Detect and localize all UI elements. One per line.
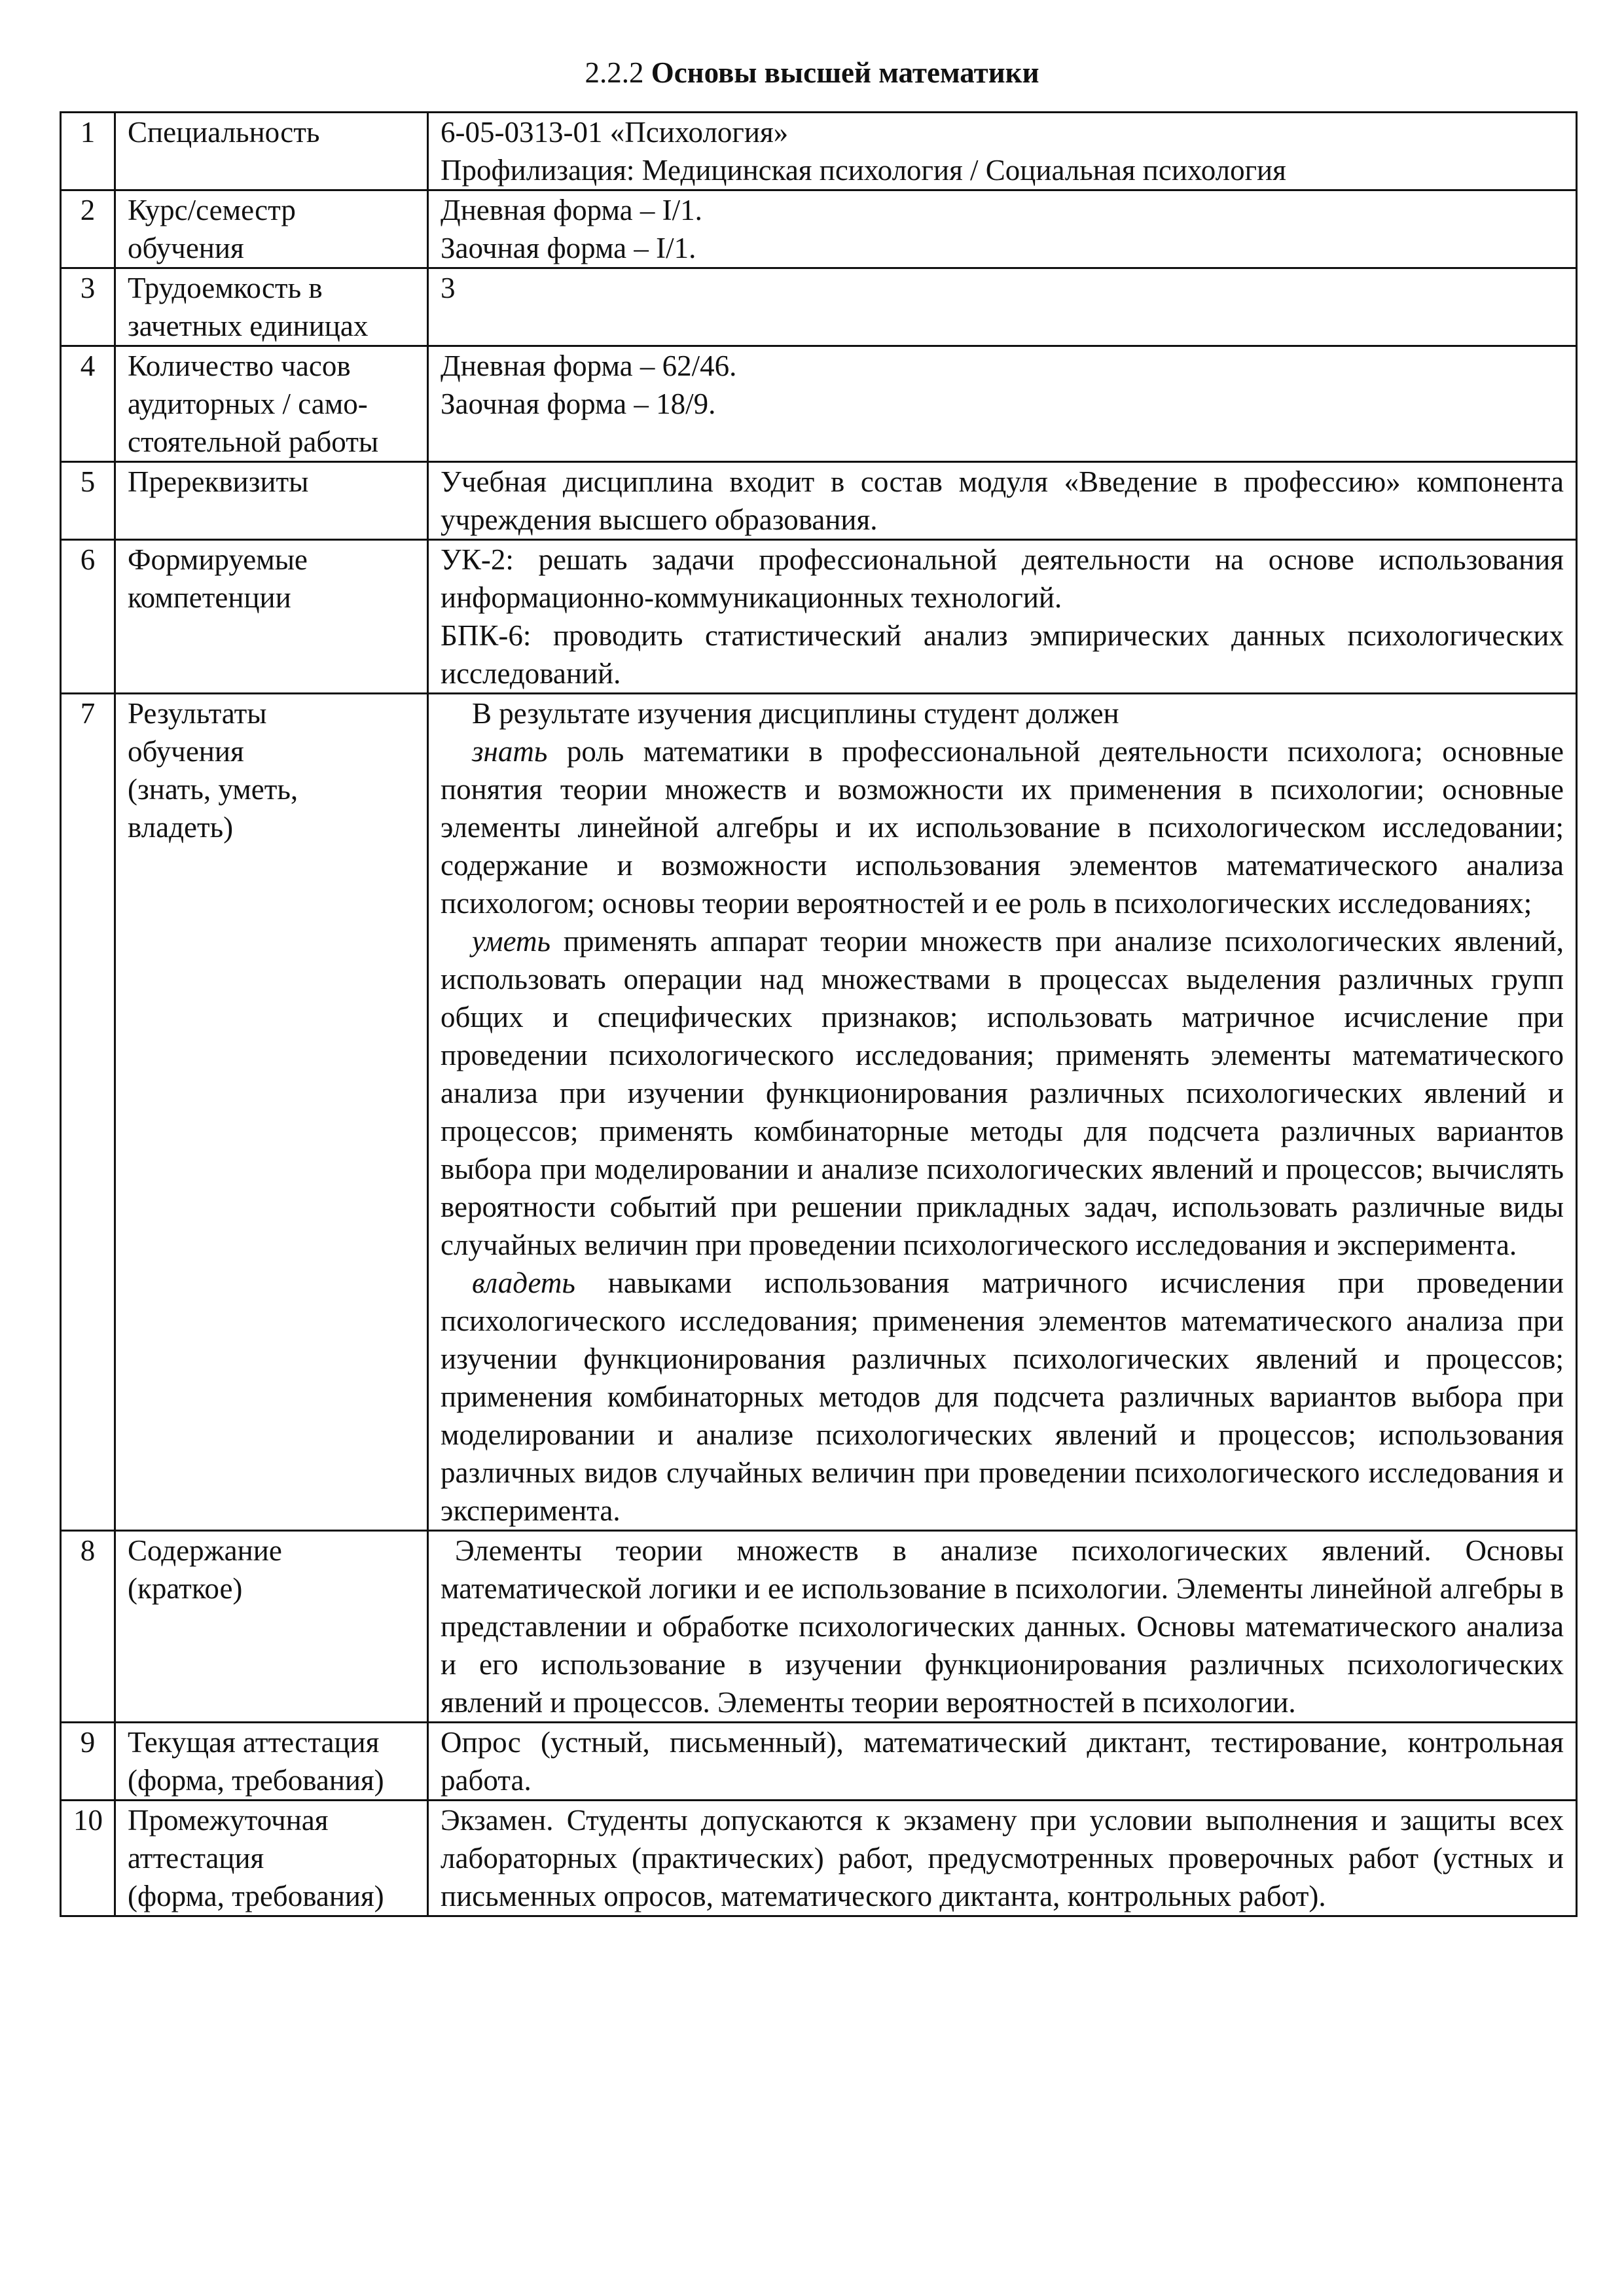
row-label [115,113,428,190]
can-term: уметь [472,925,550,958]
label-line: Формируемые [128,543,308,576]
row-label [115,346,428,462]
label-line: Трудоемкость в [128,272,323,304]
label-line: Промежуточная [128,1804,329,1837]
row-number: 5 [61,462,115,540]
row-value [428,1723,1577,1801]
table-row [61,113,1577,190]
know-term: знать [472,735,548,768]
label-line: аудиторных / само- [128,387,368,420]
table-row [61,540,1577,694]
label-line: стоятельной работы [128,425,379,458]
course-spec-table [60,111,1578,1917]
row-number: 3 [61,268,115,346]
label-line: (знать, уметь, [128,773,298,806]
current-assessment: Опрос (устный, письменный), математический диктант, тестирование, контрольная работа. [441,1726,1564,1797]
label-line: (форма, требования) [128,1880,384,1912]
row-number: 6 [61,540,115,694]
table-row [61,346,1577,462]
table-row [61,268,1577,346]
label-line: владеть) [128,811,234,844]
row-value [428,1801,1577,1916]
label-line: Количество часов [128,350,351,382]
row-value [428,540,1577,694]
row-value [428,113,1577,190]
row-number: 1 [61,113,115,190]
label-line: аттестация [128,1842,264,1874]
row-value [428,346,1577,462]
table-row [61,1531,1577,1723]
competence-uk2: УК-2: решать задачи профессиональной деятельности на основе использования информационно-коммуникационных технологий. [441,543,1564,614]
section-number: 2.2.2 [585,56,644,89]
row-label [115,1531,428,1723]
value-line: Заочная форма – I/1. [441,232,696,264]
value-line: 3 [441,272,456,304]
row-value [428,694,1577,1531]
label-line: компетенции [128,581,291,614]
row-number: 4 [61,346,115,462]
row-number: 9 [61,1723,115,1801]
row-value [428,268,1577,346]
row-label [115,190,428,268]
label-line: (краткое) [128,1572,243,1605]
outcomes-can [441,922,1564,1264]
own-term: владеть [472,1266,575,1299]
row-number: 7 [61,694,115,1531]
label-line: Результаты [128,697,267,730]
row-number: 10 [61,1801,115,1916]
table-row [61,190,1577,268]
row-label [115,268,428,346]
content-summary: Элементы теории множеств в анализе психологических явлений. Основы математической логики и ее использование в психологии. Элементы линейной алгебры в представлении и обработке психологических данных. Основы математического анализа и его использование в изучении функционирования различных психологических явлений и процессов. Элементы теории вероятностей в психологии. [441,1534,1564,1719]
label-line: Курс/семестр [128,194,296,226]
label-line: Специальность [128,116,320,149]
label-line: обучения [128,232,244,264]
value-line: Дневная форма – 62/46. [441,350,737,382]
table-row [61,694,1577,1531]
row-number: 2 [61,190,115,268]
row-number: 8 [61,1531,115,1723]
value-line: Профилизация: Медицинская психология / Социальная психология [441,154,1286,187]
section-title: Основы высшей математики [651,56,1039,89]
value-paragraph: Учебная дисциплина входит в состав модуля «Введение в профессию» компонента учреждения высшего образования. [441,465,1564,536]
section-heading [0,54,1624,92]
value-line: 6-05-0313-01 «Психология» [441,116,789,149]
value-line: Заочная форма – 18/9. [441,387,716,420]
row-label [115,1723,428,1801]
row-value [428,190,1577,268]
label-line: зачетных единицах [128,310,369,342]
row-label [115,540,428,694]
table-row [61,462,1577,540]
label-line: (форма, требования) [128,1764,384,1797]
value-line: Дневная форма – I/1. [441,194,702,226]
label-line: Пререквизиты [128,465,309,498]
own-text: навыками использования матричного исчисления при проведении психологического исследования; применения элементов математического анализа при изучении функционирования различных психологических явлений и процессов; применения комбинаторных методов для подсчета различных вариантов выбора при моделировании и анализе психологических явлений и процессов; использования различных видов случайных величин при проведении психологического исследования и эксперимента. [441,1266,1564,1527]
row-label [115,462,428,540]
outcomes-own [441,1264,1564,1530]
intermediate-assessment: Экзамен. Студенты допускаются к экзамену при условии выполнения и защиты всех лабораторных (практических) работ, предусмотренных проверочных работ (устных и письменных опросов, математического диктанта, контрольных работ). [441,1804,1564,1912]
row-value [428,462,1577,540]
can-text: применять аппарат теории множеств при анализе психологических явлений, использовать операции над множествами в процессах выделения различных групп общих и специфических признаков; использовать матричное исчисление при проведении психологического исследования; применять элементы математического анализа при изучении функционирования различных психологических явлений и процессов; применять комбинаторные методы для подсчета различных вариантов выбора при моделировании и анализе психологических явлений и процессов; вычислять вероятности событий при решении прикладных задач, использовать различные виды случайных величин при проведении психологического исследования и эксперимента. [441,925,1564,1261]
table-row [61,1723,1577,1801]
label-line: Содержание [128,1534,282,1567]
competence-bpk6: БПК-6: проводить статистический анализ эмпирических данных психологических исследований. [441,619,1564,690]
row-label [115,694,428,1531]
row-label [115,1801,428,1916]
outcomes-know [441,732,1564,922]
know-text: роль математики в профессиональной деятельности психолога; основные понятия теории множеств и возможности их применения в психологии; основные элементы линейной алгебры и их использование в психологическом исследовании; содержание и возможности использования элементов математического анализа психологом; основы теории вероятностей и ее роль в психологических исследованиях; [441,735,1564,920]
table-row [61,1801,1577,1916]
outcomes-intro: В результате изучения дисциплины студент должен [472,697,1119,730]
label-line: Текущая аттестация [128,1726,380,1759]
row-value [428,1531,1577,1723]
label-line: обучения [128,735,244,768]
